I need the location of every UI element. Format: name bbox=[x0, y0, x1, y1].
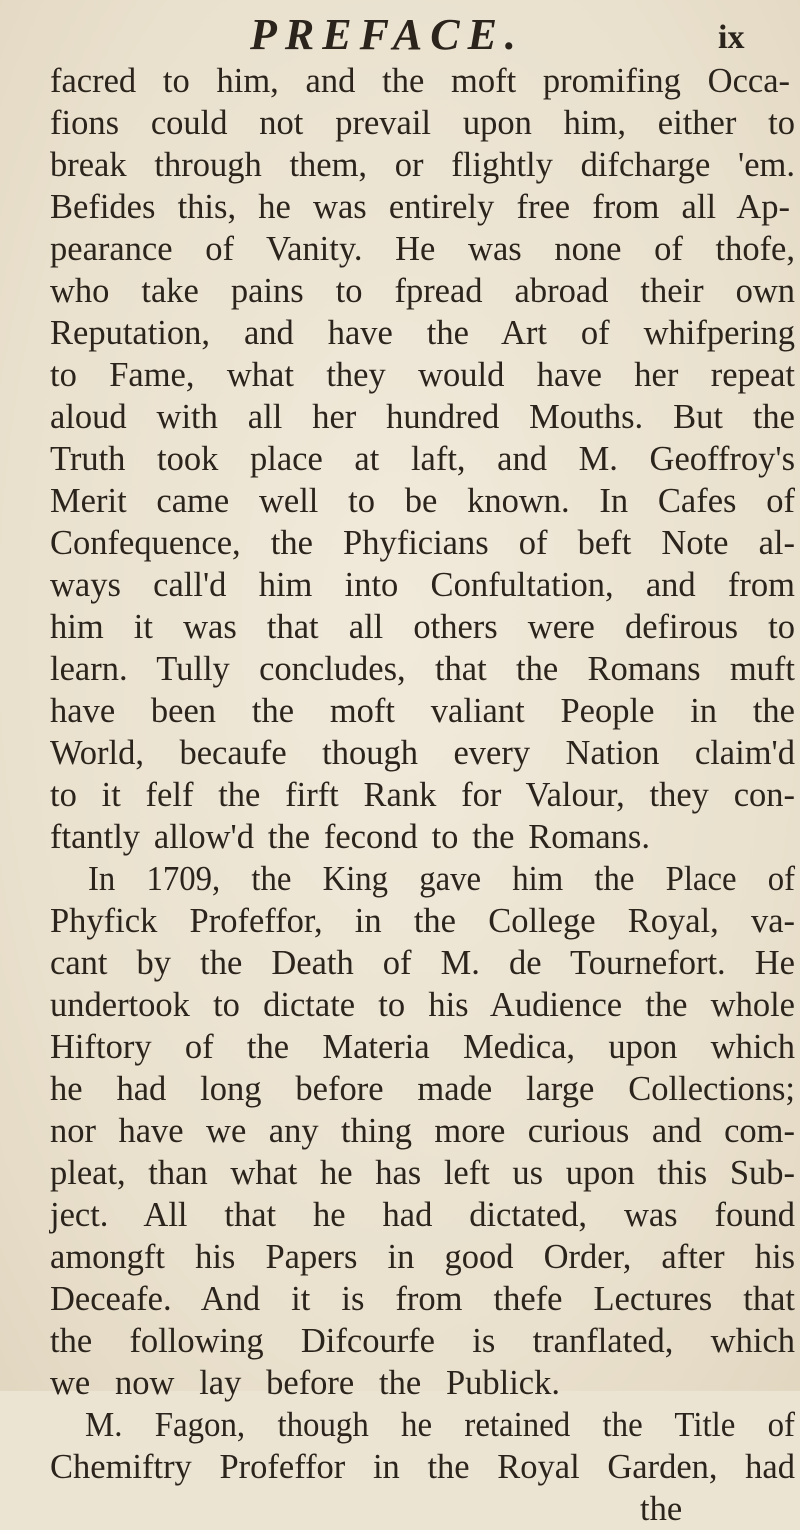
text-line-content: nor have we any thing more curious and com- bbox=[50, 1112, 795, 1150]
text-line bbox=[0, 858, 800, 900]
text-line bbox=[0, 690, 800, 732]
text-line bbox=[0, 1236, 800, 1278]
page-number: ix bbox=[718, 19, 745, 56]
text-line-content: ways call'd him into Confultation, and from bbox=[50, 566, 795, 604]
text-line bbox=[0, 1404, 800, 1446]
text-line bbox=[0, 984, 800, 1026]
text-line-content: we now lay before the Publick. bbox=[50, 1364, 560, 1402]
text-line bbox=[0, 606, 800, 648]
text-line-content: ftantly allow'd the fecond to the Romans. bbox=[50, 818, 650, 856]
text-line-content: Chemiftry Profeffor in the Royal Garden, had bbox=[50, 1448, 795, 1486]
text-line bbox=[0, 1110, 800, 1152]
text-line bbox=[0, 270, 800, 312]
text-line bbox=[0, 102, 800, 144]
text-line-content: facred to him, and the moft promifing Occa- bbox=[50, 62, 790, 100]
text-line bbox=[0, 900, 800, 942]
text-line-content: In 1709, the King gave him the Place of bbox=[88, 860, 795, 898]
text-line-content: to Fame, what they would have her repeat bbox=[50, 356, 795, 394]
text-line-content: Reputation, and have the Art of whifpering bbox=[50, 314, 795, 352]
text-line bbox=[0, 438, 800, 480]
text-line-content: Confequence, the Phyficians of beft Note al- bbox=[50, 524, 795, 562]
text-line-content: Merit came well to be known. In Cafes of bbox=[50, 482, 795, 520]
text-line bbox=[0, 312, 800, 354]
text-line bbox=[0, 1194, 800, 1236]
text-line bbox=[0, 396, 800, 438]
text-line-content: aloud with all her hundred Mouths. But the bbox=[50, 398, 795, 436]
text-line bbox=[0, 1446, 800, 1488]
text-line-content: he had long before made large Collections; bbox=[50, 1070, 795, 1108]
text-line bbox=[0, 522, 800, 564]
text-line-content: who take pains to fpread abroad their own bbox=[50, 272, 795, 310]
text-line bbox=[0, 1320, 800, 1362]
text-line bbox=[0, 1068, 800, 1110]
text-line bbox=[0, 228, 800, 270]
text-line bbox=[0, 732, 800, 774]
text-line-content: pearance of Vanity. He was none of thofe, bbox=[50, 230, 795, 268]
text-line-content: Deceafe. And it is from thefe Lectures that bbox=[50, 1280, 795, 1318]
text-line-content: Befides this, he was entirely free from all Ap- bbox=[50, 188, 790, 226]
text-line bbox=[0, 774, 800, 816]
page-header bbox=[0, 8, 800, 62]
text-line bbox=[0, 564, 800, 606]
text-line bbox=[0, 354, 800, 396]
text-line-content: fions could not prevail upon him, either to bbox=[50, 104, 795, 142]
text-line-content: amongft his Papers in good Order, after his bbox=[50, 1238, 795, 1276]
text-line bbox=[0, 1026, 800, 1068]
text-line-content: Phyfick Profeffor, in the College Royal, va- bbox=[50, 902, 795, 940]
text-line bbox=[0, 186, 800, 228]
text-line-content: ject. All that he had dictated, was found bbox=[50, 1196, 795, 1234]
text-line-content: learn. Tully concludes, that the Romans muft bbox=[50, 650, 795, 688]
text-line-content: the bbox=[640, 1490, 683, 1528]
text-line bbox=[0, 1152, 800, 1194]
text-line-content: to it felf the firft Rank for Valour, they con- bbox=[50, 776, 795, 814]
body-text bbox=[0, 60, 800, 1530]
text-line bbox=[0, 942, 800, 984]
text-line-content: M. Fagon, though he retained the Title of bbox=[85, 1406, 795, 1444]
text-line-content: cant by the Death of M. de Tournefort. He bbox=[50, 944, 795, 982]
text-line-content: World, becaufe though every Nation claim'd bbox=[50, 734, 795, 772]
text-line-content: undertook to dictate to his Audience the whole bbox=[50, 986, 795, 1024]
text-line bbox=[0, 144, 800, 186]
text-line bbox=[0, 1362, 800, 1404]
text-line bbox=[0, 1278, 800, 1320]
text-line bbox=[0, 1488, 800, 1530]
text-line bbox=[0, 816, 800, 858]
text-line-content: Hiftory of the Materia Medica, upon which bbox=[50, 1028, 795, 1066]
text-line-content: him it was that all others were defirous to bbox=[50, 608, 795, 646]
text-line bbox=[0, 60, 800, 102]
text-line-content: break through them, or flightly difcharge 'em. bbox=[50, 146, 795, 184]
text-line-content: the following Difcourfe is tranflated, which bbox=[50, 1322, 795, 1360]
text-line-content: have been the moft valiant People in the bbox=[50, 692, 795, 730]
text-line-content: Truth took place at laft, and M. Geoffroy's bbox=[50, 440, 795, 478]
running-head: PREFACE. bbox=[250, 10, 524, 59]
text-line bbox=[0, 648, 800, 690]
text-line bbox=[0, 480, 800, 522]
text-line-content: pleat, than what he has left us upon this Sub- bbox=[50, 1154, 795, 1192]
